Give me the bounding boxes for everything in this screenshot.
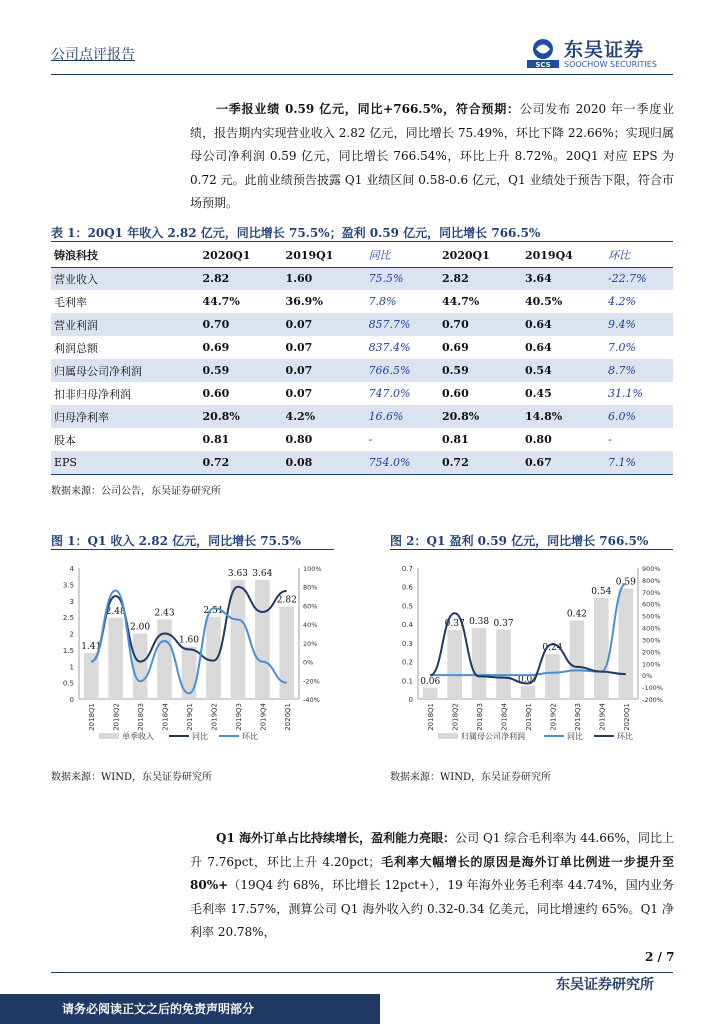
- y-tick-label-left: 3: [69, 597, 74, 606]
- table-cell: 8.7%: [605, 359, 673, 382]
- financial-table: [51, 244, 673, 475]
- table-row: [51, 382, 673, 405]
- paragraph-margin-analysis: [190, 827, 674, 945]
- logo-mark-icon: [527, 38, 559, 68]
- table-cell: EPS: [51, 451, 200, 474]
- table-header-cell: 铸浪科技: [51, 244, 200, 267]
- table-cell: 0.08: [283, 451, 366, 474]
- x-tick-label: 2019Q4: [259, 703, 268, 731]
- table-cell: 0.64: [522, 313, 605, 336]
- y-tick-label-right: 300%: [642, 636, 661, 645]
- table-header-cell: 2019Q4: [522, 244, 605, 267]
- footer-divider: [51, 972, 673, 973]
- table-cell: 7.8%: [368, 295, 397, 308]
- table-cell: 扣非归母净利润: [54, 387, 131, 401]
- table-cell: 75.5%: [366, 267, 439, 290]
- table-cell: 747.0%: [368, 387, 411, 400]
- table-cell: 0.72: [439, 451, 522, 474]
- table-cell: 4.2%: [607, 295, 636, 308]
- bar: [255, 580, 270, 699]
- bar-data-label: 0.54: [591, 586, 612, 597]
- paragraph-margin-text1: 公司 Q1 综合毛利率为 44.66%，同比上升 7.76pct，环比上升 4.20pct；: [190, 831, 674, 869]
- table-cell: 0.54: [522, 359, 605, 382]
- bar-data-label: 0.06: [420, 676, 441, 687]
- bar: [133, 634, 148, 700]
- table-cell: 0.59: [200, 359, 283, 382]
- bar-data-label: 0.07: [517, 674, 539, 685]
- y-tick-label-right: 800%: [642, 576, 661, 585]
- y-tick-label-left: 0: [408, 696, 413, 704]
- table-cell: -: [368, 433, 373, 446]
- paragraph-margin-lead: Q1 海外订单占比持续增长，盈利能力亮眼：: [216, 831, 456, 845]
- bar-data-label: 3.64: [252, 568, 273, 579]
- table-cell: 16.6%: [366, 405, 439, 428]
- legend-label: 单季收入: [122, 732, 154, 741]
- table-cell: -: [607, 433, 612, 446]
- report-type-label: 公司点评报告: [51, 47, 135, 63]
- bar-data-label: 0.42: [566, 609, 587, 620]
- y-tick-label-left: 0.7: [401, 565, 413, 573]
- table-cell: 0.07: [283, 359, 366, 382]
- x-tick-label: 2020Q1: [283, 703, 292, 731]
- table-cell: 857.7%: [366, 313, 439, 336]
- table-source: 数据来源：公司公告，东吴证券研究所: [51, 486, 221, 497]
- table-cell: 0.80: [285, 433, 313, 446]
- bar-data-label: 0.24: [542, 643, 563, 654]
- table-cell: 31.1%: [607, 387, 643, 400]
- table-cell: 0.45: [524, 387, 552, 400]
- bar: [157, 619, 172, 699]
- x-tick-label: 2019Q3: [234, 703, 243, 731]
- table-cell: 44.7%: [441, 295, 480, 308]
- bar-data-label: 1.41: [81, 641, 102, 652]
- legend-label: 同比: [192, 732, 208, 741]
- y-tick-label-left: 0.1: [401, 677, 413, 686]
- table-row: [51, 359, 673, 382]
- table-cell: 20.8%: [439, 405, 522, 428]
- logo-name-cn: 东吴证券: [564, 39, 645, 61]
- table-cell: 0.67: [522, 451, 605, 474]
- bar-data-label: 0.59: [615, 577, 636, 588]
- bar: [84, 653, 99, 699]
- bar: [279, 607, 294, 699]
- table-cell: 44.7%: [202, 295, 240, 308]
- bar-data-label: 2.51: [203, 605, 224, 616]
- paragraph-q1-results: [190, 98, 674, 216]
- y-tick-label-left: 0.5: [62, 679, 74, 688]
- table-cell: 0.70: [439, 313, 522, 336]
- table-cell: 0.69: [202, 341, 230, 354]
- y-tick-label-right: 200%: [642, 648, 661, 657]
- table-row: [51, 267, 673, 290]
- table-row: [51, 313, 673, 336]
- table-cell: 0.70: [200, 313, 283, 336]
- table-cell: 1.60: [283, 267, 366, 290]
- table-cell: 0.60: [202, 387, 230, 400]
- bar: [496, 630, 511, 699]
- table-row: [51, 428, 673, 451]
- y-tick-label-right: 500%: [642, 612, 661, 621]
- table-cell: 毛利率: [54, 295, 87, 309]
- legend-label: 归属母公司净利润: [461, 732, 525, 741]
- bar: [108, 618, 123, 699]
- y-tick-label-left: 0.3: [401, 639, 413, 648]
- company-logo: [527, 38, 677, 72]
- chart2-source: 数据来源：WIND，东吴证券研究所: [390, 772, 551, 783]
- table-cell: 754.0%: [366, 451, 439, 474]
- x-tick-label: 2018Q4: [500, 703, 509, 731]
- table-cell: 0.60: [441, 387, 469, 400]
- y-tick-label-right: -20%: [303, 677, 320, 686]
- y-tick-label-right: 100%: [303, 565, 322, 573]
- table-cell: 归母净利率: [51, 405, 200, 428]
- table-cell: 837.4%: [368, 341, 411, 354]
- y-tick-label-right: -40%: [303, 696, 320, 704]
- x-tick-label: 2019Q2: [210, 703, 219, 731]
- table-cell: 0.59: [439, 359, 522, 382]
- table-cell: 20.8%: [200, 405, 283, 428]
- bar: [206, 617, 221, 699]
- table-row: [51, 451, 673, 474]
- table-cell: 营业收入: [51, 267, 200, 290]
- table-cell: 0.07: [283, 313, 366, 336]
- table-cell: 36.9%: [285, 295, 323, 308]
- y-tick-label-left: 1.5: [62, 646, 74, 655]
- table-row: [51, 336, 673, 359]
- y-tick-label-left: 1: [69, 663, 74, 672]
- bar: [447, 630, 462, 699]
- table-row: [51, 405, 673, 428]
- y-tick-label-right: 0%: [303, 658, 314, 667]
- bar: [521, 686, 536, 699]
- y-tick-label-right: 100%: [642, 660, 661, 669]
- x-tick-label: 2019Q3: [573, 703, 582, 731]
- x-tick-label: 2018Q3: [137, 703, 146, 731]
- y-tick-label-left: 0.4: [401, 621, 413, 630]
- y-tick-label-left: 0.5: [401, 602, 413, 611]
- x-tick-label: 2019Q1: [525, 703, 533, 731]
- table-cell: 利润总额: [54, 341, 98, 355]
- table-cell: 营业利润: [51, 313, 200, 336]
- x-tick-label: 2019Q4: [598, 703, 607, 731]
- bar-data-label: 2.82: [276, 595, 297, 606]
- paragraph-margin-bold2: 毛利率大幅增长的原因是海外订单比例进一步提升至 80%+: [190, 854, 674, 892]
- x-tick-label: 2020Q1: [622, 703, 631, 731]
- bar: [231, 580, 246, 699]
- y-tick-label-left: 0.6: [401, 583, 413, 592]
- chart1-source: 数据来源：WIND，东吴证券研究所: [51, 772, 212, 783]
- table-cell: 6.0%: [605, 405, 673, 428]
- y-tick-label-left: 2: [69, 630, 74, 639]
- paragraph-q1-results-body: 公司发布 2020 年一季度业绩，报告期内实现营业收入 2.82 亿元，同比增长 75.49%，环比下降 22.66%；实现归属母公司净利润 0.59 亿元，同比增长 766.54%，环比上升 8.72%。20Q1 对应 EPS 为 0.72 元。此前业绩预告披露 Q1 业绩区间 0.58-0.6 亿元，Q1 业绩处于预告下限，符合市场预期。: [190, 102, 674, 210]
- table-cell: 0.72: [200, 451, 283, 474]
- y-tick-label-right: 80%: [303, 583, 318, 592]
- x-tick-label: 2018Q2: [112, 703, 121, 731]
- footer-institute: 东吴证券研究所: [556, 977, 654, 993]
- x-tick-label: 2018Q1: [427, 703, 436, 731]
- table-cell: 0.69: [441, 341, 469, 354]
- table-cell: 3.64: [522, 267, 605, 290]
- y-tick-label-right: 700%: [642, 588, 661, 597]
- chart1-title: 图 1：Q1 收入 2.82 亿元，同比增长 75.5%: [51, 532, 334, 550]
- x-tick-label: 2019Q1: [186, 703, 194, 731]
- table-cell: 0.81: [202, 433, 230, 446]
- table-cell: 归属母公司净利润: [51, 359, 200, 382]
- y-tick-label-right: 20%: [303, 639, 318, 648]
- table-cell: 4.2%: [283, 405, 366, 428]
- legend-swatch-bar: [99, 733, 119, 739]
- y-tick-label-left: 0.2: [401, 658, 413, 667]
- y-tick-label-right: 900%: [642, 565, 661, 573]
- bar-data-label: 2.00: [130, 622, 151, 633]
- bar: [423, 688, 438, 699]
- chart2-title: 图 2：Q1 盈利 0.59 亿元，同比增长 766.5%: [390, 532, 673, 550]
- bar: [472, 628, 487, 699]
- bar-data-label: 2.48: [105, 606, 126, 617]
- chart-revenue: [51, 556, 341, 748]
- bar-data-label: 2.43: [154, 608, 175, 619]
- bar: [545, 654, 560, 699]
- table-cell: 0.81: [441, 433, 469, 446]
- x-tick-label: 2018Q4: [161, 703, 170, 731]
- y-tick-label-right: 60%: [303, 602, 318, 611]
- paragraph-margin-text2: （19Q4 约 68%，环比增长 12pct+），19 年海外业务毛利率 44.74%，国内业务毛利率 17.57%，测算公司 Q1 海外收入约 0.32-0.34 亿美元，同比增速约 65%。Q1 净利率 20.78%，: [190, 878, 674, 939]
- disclaimer-notice: 请务必阅读正文之后的免责声明部分: [62, 1002, 255, 1016]
- bar-data-label: 0.37: [493, 618, 514, 629]
- paragraph-q1-results-lead: 一季报业绩 0.59 亿元，同比+766.5%，符合预期：: [216, 102, 520, 116]
- x-tick-label: 2018Q1: [88, 703, 97, 731]
- footer-bar: [0, 994, 724, 1024]
- y-tick-label-left: 2.5: [62, 614, 74, 623]
- y-tick-label-right: -100%: [642, 684, 663, 693]
- bar-data-label: 0.38: [469, 616, 490, 627]
- table-cell: 14.8%: [522, 405, 605, 428]
- table-cell: 9.4%: [605, 313, 673, 336]
- table-header-cell: 同比: [366, 244, 439, 267]
- table-cell: 40.5%: [524, 295, 563, 308]
- table-cell: 股本: [54, 433, 76, 447]
- y-tick-label-left: 3.5: [62, 581, 74, 590]
- table-cell: 2.82: [200, 267, 283, 290]
- header-divider: [51, 74, 673, 75]
- table-title: 表 1：20Q1 年收入 2.82 亿元，同比增长 75.5%；盈利 0.59 亿元，同比增长 766.5%: [51, 224, 673, 242]
- table-cell: 766.5%: [366, 359, 439, 382]
- table-row: [51, 290, 673, 313]
- table-header-cell: 2019Q1: [283, 244, 366, 267]
- x-tick-label: 2018Q3: [476, 703, 485, 731]
- y-tick-label-right: 40%: [303, 621, 318, 630]
- chart-profit: [390, 556, 680, 748]
- x-tick-label: 2018Q2: [451, 703, 460, 731]
- legend-label: 环比: [617, 732, 633, 741]
- bar-data-label: 0.37: [444, 618, 465, 629]
- bar: [618, 589, 633, 699]
- x-tick-label: 2019Q2: [549, 703, 558, 731]
- table-cell: 2.82: [439, 267, 522, 290]
- bar-data-label: 3.63: [227, 569, 248, 580]
- table-cell: 0.07: [285, 387, 313, 400]
- bar: [570, 620, 585, 699]
- legend-label: 同比: [567, 732, 583, 741]
- table-cell: 0.64: [524, 341, 552, 354]
- table-cell: -22.7%: [605, 267, 673, 290]
- table-header-cell: 2020Q1: [439, 244, 522, 267]
- legend-label: 环比: [242, 732, 258, 741]
- logo-name-en: SOOCHOW SECURITIES: [564, 60, 657, 69]
- y-tick-label-right: 400%: [642, 624, 661, 633]
- y-tick-label-left: 4: [69, 565, 74, 573]
- y-tick-label-right: 0%: [642, 672, 653, 681]
- table-cell: 0.07: [285, 341, 313, 354]
- y-tick-label-right: -200%: [642, 696, 663, 704]
- y-tick-label-right: 600%: [642, 600, 661, 609]
- table-header-cell: 环比: [605, 244, 673, 267]
- table-header-cell: 2020Q1: [200, 244, 283, 267]
- y-tick-label-left: 0: [69, 696, 74, 704]
- table-cell: 0.80: [524, 433, 552, 446]
- logo-mark-text: SCS: [535, 61, 551, 68]
- table-cell: 7.0%: [607, 341, 636, 354]
- table-cell: 7.1%: [605, 451, 673, 474]
- page-number: 2 / 7: [645, 950, 675, 964]
- bar: [594, 598, 609, 699]
- bar-data-label: 1.60: [178, 635, 200, 646]
- legend-swatch-bar: [438, 733, 458, 739]
